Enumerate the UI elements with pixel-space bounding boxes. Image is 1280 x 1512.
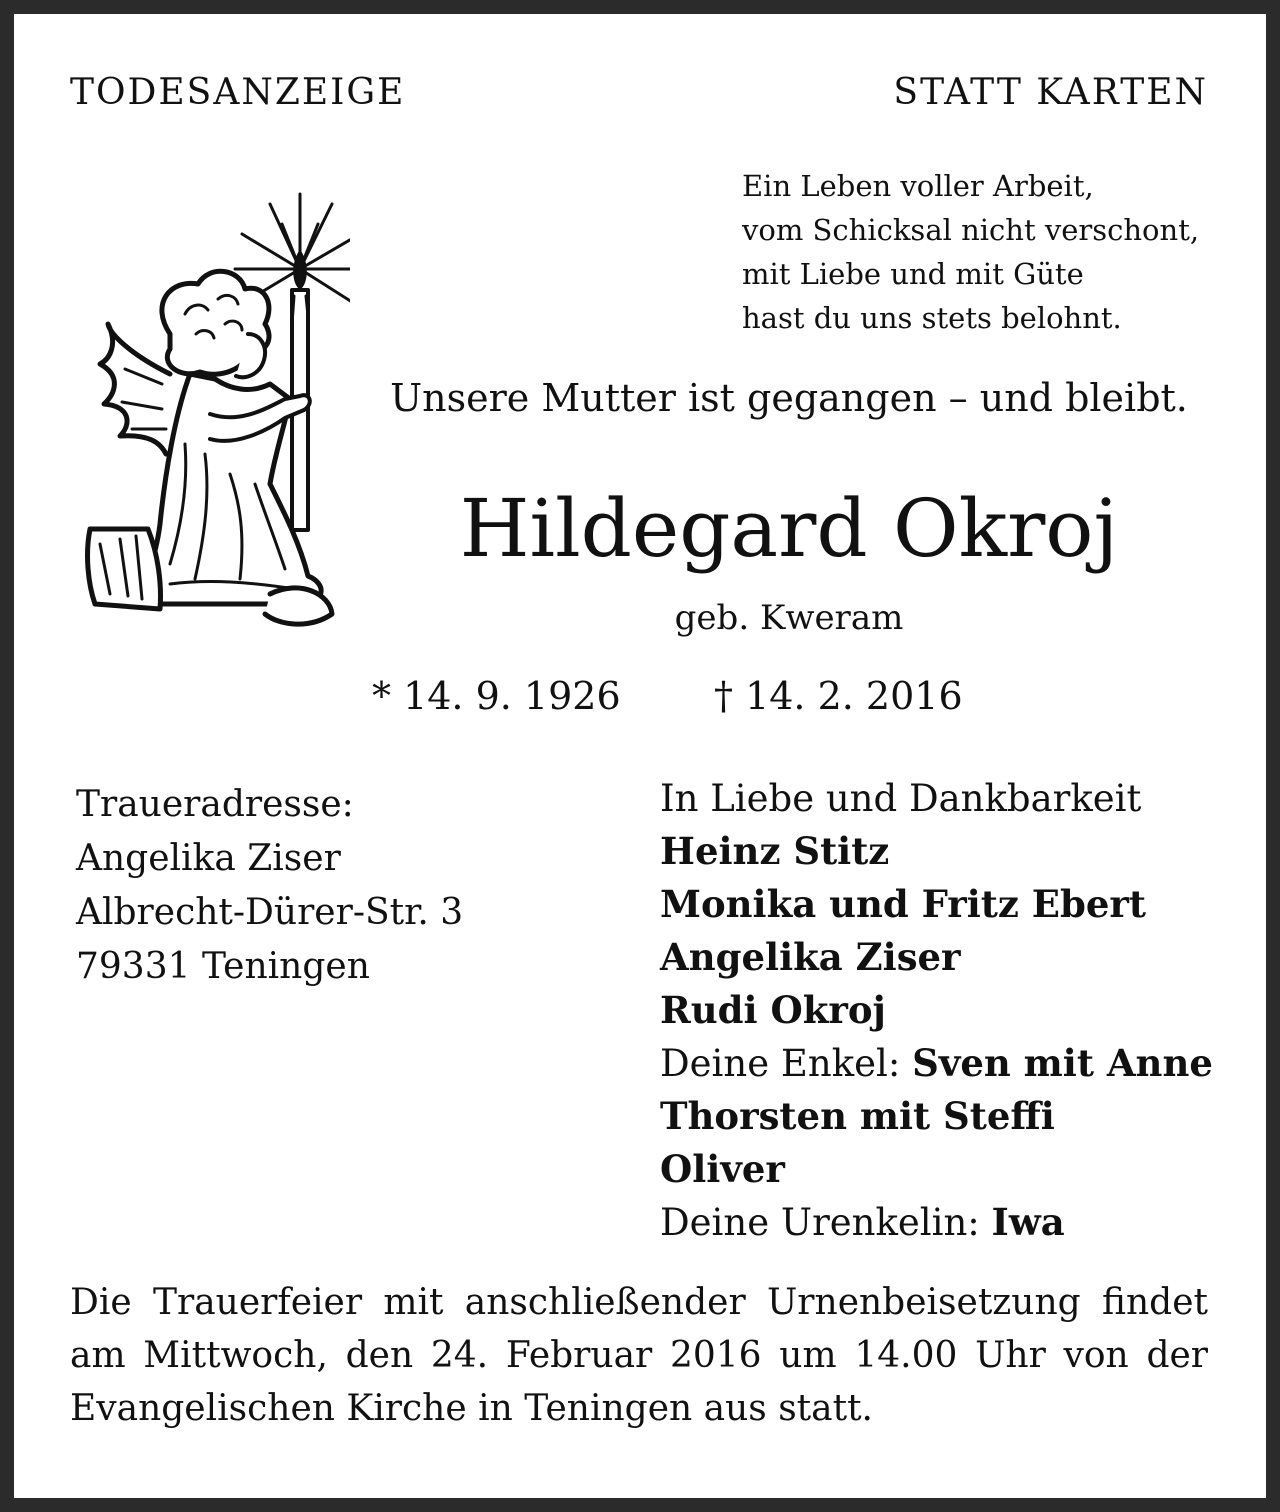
funeral-info — [70, 1276, 1208, 1435]
grandchild: Oliver — [660, 1147, 785, 1191]
address-street: Albrecht-Dürer-Str. 3 — [76, 892, 464, 933]
poem-line: Ein Leben voller Arbeit, — [742, 169, 1094, 203]
death-date: † 14. 2. 2016 — [714, 674, 963, 718]
header-left-label: TODESANZEIGE — [70, 72, 406, 113]
address-name: Angelika Ziser — [76, 838, 341, 879]
poem-line: hast du uns stets belohnt. — [742, 301, 1122, 335]
obituary-notice — [14, 14, 1266, 1498]
poem-line: vom Schicksal nicht verschont, — [742, 213, 1200, 247]
family-member: Angelika Ziser — [660, 935, 961, 979]
address-city: 79331 Teningen — [76, 946, 370, 987]
poem-line: mit Liebe und mit Güte — [742, 257, 1084, 291]
mourning-address — [76, 778, 463, 994]
grandchild: Thorsten mit Steffi — [660, 1094, 1055, 1138]
motto-line: Unsere Mutter ist gegangen – und bleibt. — [390, 376, 1188, 420]
family-list — [660, 772, 1213, 1249]
maiden-name: geb. Kweram — [674, 598, 904, 638]
grandchildren-label: Deine Enkel: — [660, 1042, 901, 1085]
family-member: Rudi Okroj — [660, 988, 886, 1032]
funeral-info-line: am Mittwoch, den 24. Februar 2016 um 14.00 Uhr von der — [70, 1335, 1208, 1376]
family-member: Monika und Fritz Ebert — [660, 882, 1146, 926]
great-grandchild: Iwa — [991, 1200, 1065, 1244]
family-intro: In Liebe und Dankbarkeit — [660, 777, 1142, 820]
great-grandchild-label: Deine Urenkelin: — [660, 1201, 980, 1244]
funeral-info-line: Evangelischen Kirche in Teningen aus statt. — [70, 1388, 873, 1429]
address-label: Traueradresse: — [76, 784, 354, 825]
header-right-label: STATT KARTEN — [893, 72, 1208, 113]
kneeling-angel-with-candle-icon — [70, 184, 350, 634]
deceased-name: Hildegard Okroj — [459, 482, 1119, 575]
poem — [742, 164, 1199, 340]
birth-date: * 14. 9. 1926 — [372, 674, 621, 718]
funeral-info-line: Die Trauerfeier mit anschließender Urnenbeisetzung findet — [70, 1282, 1208, 1323]
family-member: Heinz Stitz — [660, 829, 890, 873]
grandchild: Sven mit Anne — [912, 1041, 1213, 1085]
